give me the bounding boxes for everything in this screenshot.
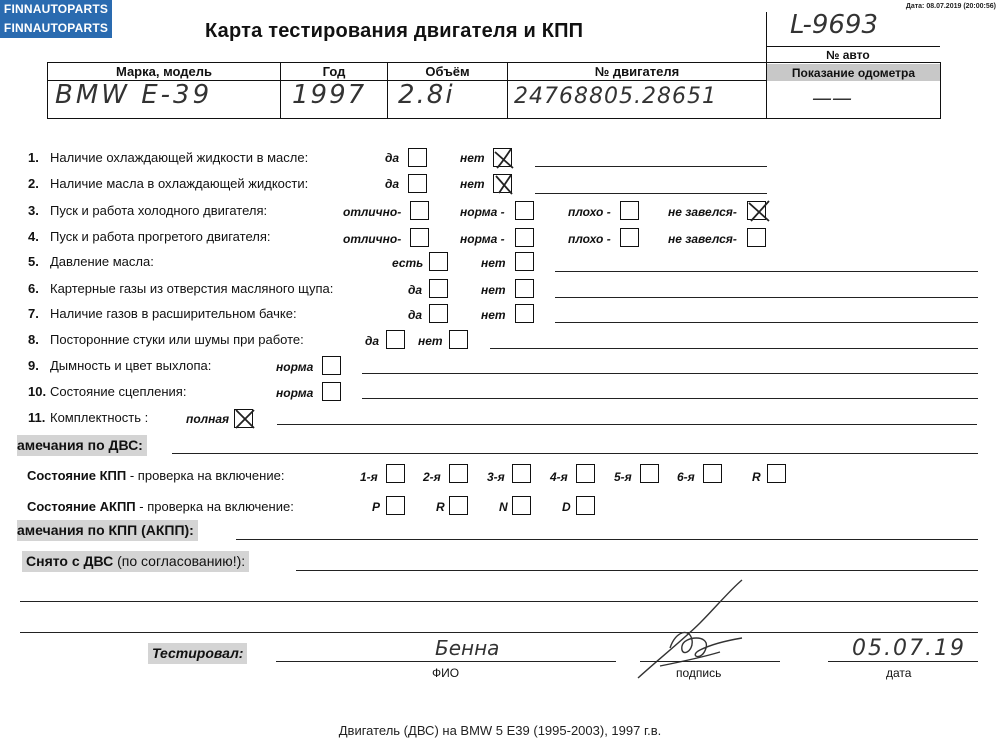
akpp-label-rest: - проверка на включение: <box>135 499 294 514</box>
brand-watermark-second: FINNAUTOPARTS <box>0 19 112 38</box>
akpp-label <box>27 499 294 514</box>
kpp-gear-4-label: 4-я <box>550 470 568 484</box>
akpp-r-checkbox[interactable] <box>449 496 468 515</box>
checkmark-icon <box>491 144 517 170</box>
akpp-p-label: P <box>372 500 381 514</box>
value-engine-number: 24768805.28651 <box>514 84 717 109</box>
section-engine-notes: амечания по ДВС: <box>17 435 147 456</box>
row-11-full-label: полная <box>186 412 230 426</box>
date-label: дата <box>886 666 912 680</box>
row-3-excellent-checkbox[interactable] <box>410 201 429 220</box>
row-4-normal-label: норма - <box>460 232 505 246</box>
form-title: Карта тестирования двигателя и КПП <box>205 20 584 42</box>
kpp-label-bold: Состояние КПП <box>27 468 127 483</box>
row-1-num: 1. <box>28 150 39 165</box>
header-model: Марка, модель <box>115 64 213 79</box>
kpp-gear-3-label: 3-я <box>487 470 505 484</box>
row-8-yes-checkbox[interactable] <box>386 330 405 349</box>
kpp-label-rest: - проверка на включение: <box>126 468 285 483</box>
row-2-yes-checkbox[interactable] <box>408 174 427 193</box>
kpp-gear-3-checkbox[interactable] <box>512 464 531 483</box>
tester-name-value: Бенна <box>435 636 500 660</box>
row-5-no-checkbox[interactable] <box>515 252 534 271</box>
row-2-yes-label: да <box>385 177 400 191</box>
row-2-num: 2. <box>28 176 39 191</box>
akpp-p-checkbox[interactable] <box>386 496 405 515</box>
row-4-not-started-checkbox[interactable] <box>747 228 766 247</box>
row-7-label: Наличие газов в расширительном бачке: <box>50 306 297 321</box>
row-10-normal-checkbox[interactable] <box>322 382 341 401</box>
akpp-d-checkbox[interactable] <box>576 496 595 515</box>
auto-number-label: № авто <box>826 48 870 62</box>
row-4-excellent-label: отлично- <box>343 232 402 246</box>
row-5-label: Давление масла: <box>50 254 154 269</box>
row-7-yes-checkbox[interactable] <box>429 304 448 323</box>
row-9-normal-checkbox[interactable] <box>322 356 341 375</box>
row-5-no-label: нет <box>481 256 506 270</box>
row-5-present-checkbox[interactable] <box>429 252 448 271</box>
row-3-bad-label: плохо - <box>568 205 611 219</box>
row-8-label: Посторонние стуки или шумы при работе: <box>50 332 304 347</box>
kpp-gear-2-label: 2-я <box>423 470 441 484</box>
kpp-label <box>27 468 284 483</box>
value-year: 1997 <box>292 80 367 110</box>
row-11-num: 11. <box>28 410 46 425</box>
section-removed-bold: Снято с ДВС <box>26 553 114 569</box>
row-3-normal-label: норма - <box>460 205 505 219</box>
row-4-normal-checkbox[interactable] <box>515 228 534 247</box>
row-4-bad-checkbox[interactable] <box>620 228 639 247</box>
row-4-bad-label: плохо - <box>568 232 611 246</box>
row-3-not-started-checkbox[interactable] <box>747 201 766 220</box>
row-6-no-checkbox[interactable] <box>515 279 534 298</box>
row-8-yes-label: да <box>365 334 380 348</box>
row-8-no-label: нет <box>418 334 443 348</box>
row-4-excellent-checkbox[interactable] <box>410 228 429 247</box>
row-8-no-checkbox[interactable] <box>449 330 468 349</box>
row-5-num: 5. <box>28 254 39 269</box>
row-2-no-label: нет <box>460 177 485 191</box>
row-11-label: Комплектность : <box>50 410 149 425</box>
row-11-full-checkbox[interactable] <box>234 409 253 428</box>
row-1-no-label: нет <box>460 151 485 165</box>
row-4-label: Пуск и работа прогретого двигателя: <box>50 229 271 244</box>
checkmark-icon <box>232 405 258 431</box>
date-value: 05.07.19 <box>852 636 966 661</box>
row-8-num: 8. <box>28 332 39 347</box>
checkmark-icon <box>491 170 517 196</box>
row-2-label: Наличие масла в охлаждающей жидкости: <box>50 176 309 191</box>
brand-watermark: FINNAUTOPARTS <box>0 0 112 19</box>
tested-by-label: Тестировал: <box>148 643 247 664</box>
row-4-num: 4. <box>28 229 39 244</box>
akpp-r-label: R <box>436 500 445 514</box>
kpp-gear-1-label: 1-я <box>360 470 378 484</box>
checkmark-icon <box>745 197 773 225</box>
row-3-bad-checkbox[interactable] <box>620 201 639 220</box>
row-3-label: Пуск и работа холодного двигателя: <box>50 203 268 218</box>
row-10-label: Состояние сцепления: <box>50 384 187 399</box>
auto-number-value: L-9693 <box>790 10 879 40</box>
row-1-yes-checkbox[interactable] <box>408 148 427 167</box>
kpp-gear-1-checkbox[interactable] <box>386 464 405 483</box>
row-9-label: Дымность и цвет выхлопа: <box>50 358 212 373</box>
header-engine-number: № двигателя <box>594 64 680 79</box>
row-10-normal-label: норма <box>276 386 314 400</box>
value-model: BMW E-39 <box>55 80 213 110</box>
row-6-label: Картерные газы из отверстия масляного щупа: <box>50 281 334 296</box>
row-1-yes-label: да <box>385 151 400 165</box>
row-1-label: Наличие охлаждающей жидкости в масле: <box>50 150 309 165</box>
signature-label: подпись <box>676 666 722 680</box>
akpp-label-bold: Состояние АКПП <box>27 499 136 514</box>
row-10-num: 10. <box>28 384 47 399</box>
kpp-gear-6-label: 6-я <box>677 470 695 484</box>
header-year: Год <box>322 64 346 79</box>
row-7-no-checkbox[interactable] <box>515 304 534 323</box>
akpp-n-label: N <box>499 500 508 514</box>
kpp-gear-r-label: R <box>752 470 761 484</box>
row-3-not-started-label: не завелся- <box>668 205 737 219</box>
row-5-present-label: есть <box>392 256 424 270</box>
row-3-num: 3. <box>28 203 39 218</box>
row-6-yes-label: да <box>408 283 423 297</box>
row-9-num: 9. <box>28 358 39 373</box>
akpp-d-label: D <box>562 500 571 514</box>
value-odometer: —— <box>812 86 852 110</box>
row-6-num: 6. <box>28 281 39 296</box>
row-2-no-checkbox[interactable] <box>493 174 512 193</box>
row-3-normal-checkbox[interactable] <box>515 201 534 220</box>
kpp-gear-6-checkbox[interactable] <box>703 464 722 483</box>
kpp-gear-2-checkbox[interactable] <box>449 464 468 483</box>
kpp-gear-5-label: 5-я <box>614 470 632 484</box>
image-caption: Двигатель (ДВС) на BMW 5 E39 (1995-2003), 1997 г.в. <box>338 723 662 738</box>
row-7-no-label: нет <box>481 308 506 322</box>
row-7-num: 7. <box>28 306 39 321</box>
row-7-yes-label: да <box>408 308 423 322</box>
datestamp: Дата: 08.07.2019 (20:00:56) <box>905 3 996 10</box>
row-6-yes-checkbox[interactable] <box>429 279 448 298</box>
kpp-gear-5-checkbox[interactable] <box>640 464 659 483</box>
section-gearbox-notes: амечания по КПП (АКПП): <box>17 520 198 541</box>
kpp-gear-4-checkbox[interactable] <box>576 464 595 483</box>
row-6-no-label: нет <box>481 283 506 297</box>
section-removed <box>22 551 249 572</box>
kpp-gear-r-checkbox[interactable] <box>767 464 786 483</box>
value-volume: 2.8i <box>398 80 455 110</box>
row-9-normal-label: норма <box>276 360 314 374</box>
header-volume: Объём <box>425 64 470 79</box>
row-4-not-started-label: не завелся- <box>668 232 737 246</box>
fio-label: ФИО <box>432 666 460 680</box>
row-1-no-checkbox[interactable] <box>493 148 512 167</box>
header-odometer: Показание одометра <box>791 66 916 80</box>
akpp-n-checkbox[interactable] <box>512 496 531 515</box>
row-3-excellent-label: отлично- <box>343 205 402 219</box>
section-removed-suffix: (по согласованию!): <box>113 553 246 569</box>
